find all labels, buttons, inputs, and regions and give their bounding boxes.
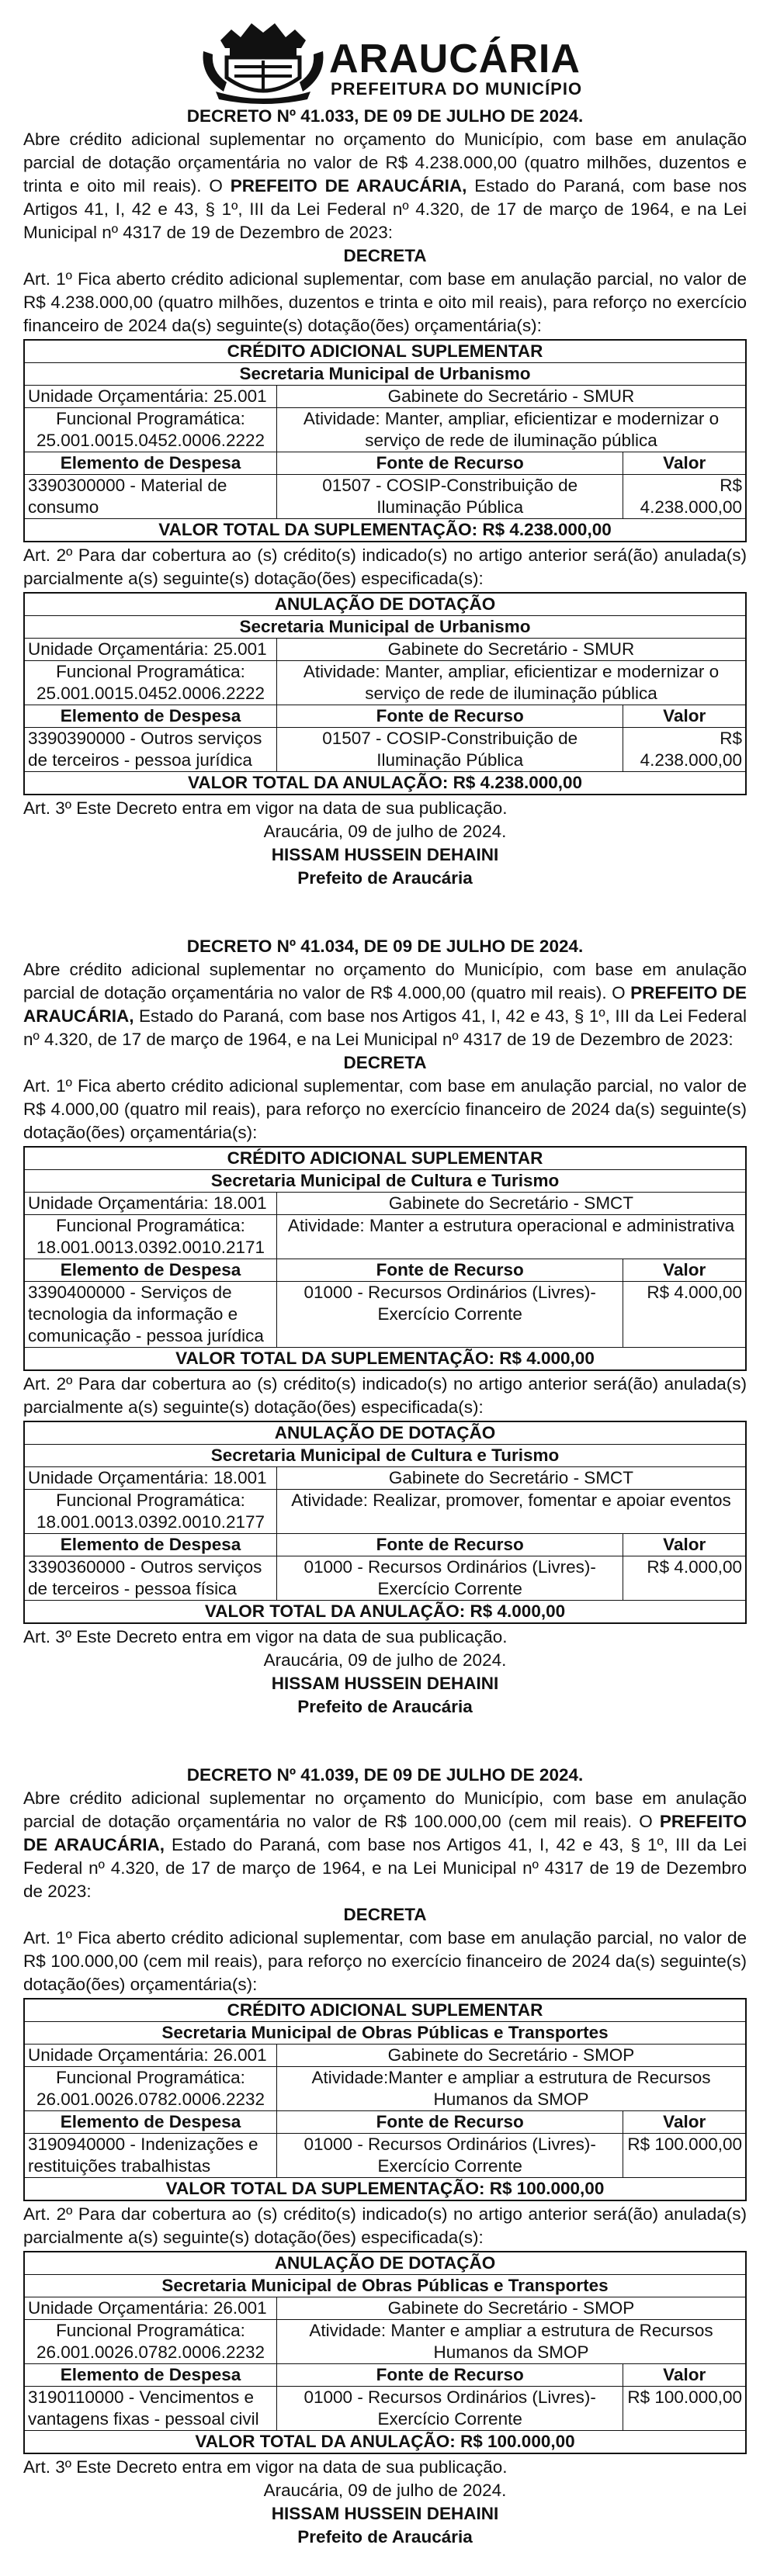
elemento: 3190110000 - Vencimentos e vantagens fixas - pessoal civil [24, 2387, 277, 2431]
secretaria: Secretaria Municipal de Cultura e Turismo [24, 1445, 746, 1467]
gabinete: Gabinete do Secretário - SMCT [277, 1467, 747, 1490]
article-2: Art. 2º Para dar cobertura ao (s) crédito(s) indicado(s) no artigo anterior será(ão) anulada(s) parcialmente a(s) seguinte(s) dotação(ões) especificada(s): [23, 1374, 747, 1417]
decree-intro: Abre crédito adicional suplementar no orçamento do Município, com base em anulação parcial de dotação orçamentária no valor de R$ 100.000,00 (cem mil reais). O PREFEITO DE ARAUCÁRIA, Estado do Paraná, com base nos Artigos 41, I, 42 e 43, § 1º, III da Lei Federal nº 4.320, de 17 de março de 1964, e na Lei Municipal nº 4317 de 19 de Dezembro de 2023: [23, 1788, 747, 1901]
article-1: Art. 1º Fica aberto crédito adicional suplementar, com base em anulação parcial, no valor de R$ 4.238.000,00 (quatro milhões, duzentos e trinta e oito mil reais), para reforço no exercício financeiro de 2024 da(s) seguinte(s) dotação(ões) orçamentária(s): [23, 269, 747, 335]
table-title: ANULAÇÃO DE DOTAÇÃO [24, 593, 746, 616]
gabinete: Gabinete do Secretário - SMUR [277, 386, 747, 408]
funcional: Funcional Programática: 25.001.0015.0452.0006.2222 [24, 661, 277, 705]
secretaria: Secretaria Municipal de Urbanismo [24, 363, 746, 386]
article-2: Art. 2º Para dar cobertura ao (s) crédito(s) indicado(s) no artigo anterior será(ão) anulada(s) parcialmente a(s) seguinte(s) dotação(ões) especificada(s): [23, 2204, 747, 2247]
valor: R$ 4.000,00 [623, 1282, 746, 1348]
gazette-page [23, 0, 747, 2549]
valor: R$ 4.000,00 [623, 1556, 746, 1601]
gabinete: Gabinete do Secretário - SMOP [277, 2297, 747, 2320]
header-valor: Valor [623, 1534, 746, 1556]
header-valor: Valor [623, 2111, 746, 2134]
place-date: Araucária, 09 de julho de 2024. [263, 822, 507, 841]
fonte: 01507 - COSIP-Constribuição de Iluminação Pública [277, 728, 623, 772]
signer-name: HISSAM HUSSEIN DEHAINI [271, 845, 499, 864]
header-valor: Valor [623, 452, 746, 475]
unidade: Unidade Orçamentária: 18.001 [24, 1467, 277, 1490]
article-2: Art. 2º Para dar cobertura ao (s) crédito(s) indicado(s) no artigo anterior será(ão) anulada(s) parcialmente a(s) seguinte(s) dotação(ões) especificada(s): [23, 545, 747, 588]
total: VALOR TOTAL DA ANULAÇÃO: R$ 4.238.000,00 [24, 772, 746, 795]
brand-subtitle: PREFEITURA DO MUNICÍPIO [331, 79, 583, 99]
elemento: 3390360000 - Outros serviços de terceiros - pessoa física [24, 1556, 277, 1601]
total: VALOR TOTAL DA ANULAÇÃO: R$ 4.000,00 [24, 1601, 746, 1624]
atividade: Atividade: Manter e ampliar a estrutura de Recursos Humanos da SMOP [277, 2320, 747, 2364]
header-valor: Valor [623, 1259, 746, 1282]
atividade: Atividade: Manter, ampliar, eficientizar e modernizar o serviço de rede de iluminação pública [277, 661, 747, 705]
total: VALOR TOTAL DA SUPLEMENTAÇÃO: R$ 100.000,00 [24, 2178, 746, 2201]
annulment-table [23, 592, 747, 795]
decreta-heading: DECRETA [343, 246, 427, 265]
header-fonte: Fonte de Recurso [277, 705, 623, 728]
funcional: Funcional Programática: 25.001.0015.0452.0006.2222 [24, 408, 277, 452]
decree [23, 1764, 747, 2549]
header-elemento: Elemento de Despesa [24, 1534, 277, 1556]
table-title: ANULAÇÃO DE DOTAÇÃO [24, 1421, 746, 1445]
header-elemento: Elemento de Despesa [24, 452, 277, 475]
elemento: 3390300000 - Material de consumo [24, 475, 277, 519]
decree-intro: Abre crédito adicional suplementar no orçamento do Município, com base em anulação parcial de dotação orçamentária no valor de R$ 4.000,00 (quatro mil reais). O PREFEITO DE ARAUCÁRIA, Estado do Paraná, com base nos Artigos 41, I, 42 e 43, § 1º, III da Lei Federal nº 4.320, de 17 de março de 1964, e na Lei Municipal nº 4317 de 19 de Dezembro de 2023: [23, 960, 747, 1049]
article-3: Art. 3º Este Decreto entra em vigor na data de sua publicação. [23, 1627, 508, 1646]
annulment-table [23, 1421, 747, 1624]
atividade: Atividade: Manter, ampliar, eficientizar e modernizar o serviço de rede de iluminação pública [277, 408, 747, 452]
article-1: Art. 1º Fica aberto crédito adicional suplementar, com base em anulação parcial, no valor de R$ 4.000,00 (quatro mil reais), para reforço no exercício financeiro de 2024 da(s) seguinte(s) dotação(ões) orçamentária(s): [23, 1076, 747, 1142]
decreta-heading: DECRETA [343, 1053, 427, 1072]
coat-of-arms-icon [200, 6, 326, 104]
unidade: Unidade Orçamentária: 26.001 [24, 2297, 277, 2320]
valor: R$ 4.238.000,00 [623, 728, 746, 772]
signer-name: HISSAM HUSSEIN DEHAINI [271, 1674, 499, 1693]
header-elemento: Elemento de Despesa [24, 705, 277, 728]
secretaria: Secretaria Municipal de Obras Públicas e Transportes [24, 2022, 746, 2045]
place-date: Araucária, 09 de julho de 2024. [263, 1650, 507, 1670]
article-1: Art. 1º Fica aberto crédito adicional suplementar, com base em anulação parcial, no valor de R$ 100.000,00 (cem mil reais), para reforço no exercício financeiro de 2024 da(s) seguinte(s) dotação(ões) orçamentária(s): [23, 1928, 747, 1994]
secretaria: Secretaria Municipal de Cultura e Turismo [24, 1170, 746, 1193]
header-fonte: Fonte de Recurso [277, 1259, 623, 1282]
signer-role: Prefeito de Araucária [297, 1697, 473, 1716]
table-title: CRÉDITO ADICIONAL SUPLEMENTAR [24, 1999, 746, 2022]
article-3: Art. 3º Este Decreto entra em vigor na data de sua publicação. [23, 2457, 508, 2477]
decree-title: DECRETO Nº 41.034, DE 09 DE JULHO DE 2024. [186, 937, 584, 956]
valor: R$ 100.000,00 [623, 2134, 746, 2178]
gabinete: Gabinete do Secretário - SMOP [277, 2045, 747, 2067]
article-3: Art. 3º Este Decreto entra em vigor na data de sua publicação. [23, 798, 508, 818]
total: VALOR TOTAL DA SUPLEMENTAÇÃO: R$ 4.000,00 [24, 1348, 746, 1371]
unidade: Unidade Orçamentária: 25.001 [24, 386, 277, 408]
table-title: CRÉDITO ADICIONAL SUPLEMENTAR [24, 1147, 746, 1170]
signer-name: HISSAM HUSSEIN DEHAINI [271, 2504, 499, 2523]
atividade: Atividade:Manter e ampliar a estrutura de Recursos Humanos da SMOP [277, 2067, 747, 2111]
header-elemento: Elemento de Despesa [24, 2111, 277, 2134]
header-elemento: Elemento de Despesa [24, 1259, 277, 1282]
total: VALOR TOTAL DA SUPLEMENTAÇÃO: R$ 4.238.000,00 [24, 519, 746, 542]
decreta-heading: DECRETA [343, 1905, 427, 1924]
atividade: Atividade: Manter a estrutura operacional e administrativa [277, 1215, 747, 1259]
elemento: 3190940000 - Indenizações e restituições trabalhistas [24, 2134, 277, 2178]
credit-table [23, 339, 747, 542]
table-title: ANULAÇÃO DE DOTAÇÃO [24, 2252, 746, 2275]
elemento: 3390400000 - Serviços de tecnologia da informação e comunicação - pessoa jurídica [24, 1282, 277, 1348]
header-fonte: Fonte de Recurso [277, 2364, 623, 2387]
credit-table [23, 1998, 747, 2201]
decree-title: DECRETO Nº 41.033, DE 09 DE JULHO DE 2024. [186, 106, 584, 126]
unidade: Unidade Orçamentária: 25.001 [24, 639, 277, 661]
atividade: Atividade: Realizar, promover, fomentar e apoiar eventos [277, 1490, 747, 1534]
gabinete: Gabinete do Secretário - SMCT [277, 1193, 747, 1215]
header-valor: Valor [623, 705, 746, 728]
annulment-table [23, 2251, 747, 2454]
decree-intro: Abre crédito adicional suplementar no orçamento do Município, com base em anulação parcial de dotação orçamentária no valor de R$ 4.238.000,00 (quatro milhões, duzentos e trinta e oito mil reais). O PREFEITO DE ARAUCÁRIA, Estado do Paraná, com base nos Artigos 41, I, 42 e 43, § 1º, III da Lei Federal nº 4.320, de 17 de março de 1964, e na Lei Municipal nº 4317 de 19 de Dezembro de 2023: [23, 130, 747, 242]
decree [23, 935, 747, 1719]
fonte: 01000 - Recursos Ordinários (Livres)- Exercício Corrente [277, 1556, 623, 1601]
valor: R$ 100.000,00 [623, 2387, 746, 2431]
valor: R$ 4.238.000,00 [623, 475, 746, 519]
fonte: 01000 - Recursos Ordinários (Livres)- Exercício Corrente [277, 2134, 623, 2178]
funcional: Funcional Programática: 18.001.0013.0392.0010.2171 [24, 1215, 277, 1259]
elemento: 3390390000 - Outros serviços de terceiros - pessoa jurídica [24, 728, 277, 772]
brand-block [329, 36, 583, 99]
secretaria: Secretaria Municipal de Obras Públicas e Transportes [24, 2275, 746, 2297]
unidade: Unidade Orçamentária: 18.001 [24, 1193, 277, 1215]
place-date: Araucária, 09 de julho de 2024. [263, 2481, 507, 2500]
funcional: Funcional Programática: 26.001.0026.0782.0006.2232 [24, 2067, 277, 2111]
decree [23, 105, 747, 890]
funcional: Funcional Programática: 26.001.0026.0782.0006.2232 [24, 2320, 277, 2364]
fonte: 01000 - Recursos Ordinários (Livres)- Exercício Corrente [277, 2387, 623, 2431]
gabinete: Gabinete do Secretário - SMUR [277, 639, 747, 661]
signer-role: Prefeito de Araucária [297, 2527, 473, 2547]
funcional: Funcional Programática: 18.001.0013.0392.0010.2177 [24, 1490, 277, 1534]
header-fonte: Fonte de Recurso [277, 1534, 623, 1556]
masthead [23, 0, 747, 105]
signer-role: Prefeito de Araucária [297, 868, 473, 888]
header-valor: Valor [623, 2364, 746, 2387]
brand-name: ARAUCÁRIA [329, 36, 581, 81]
credit-table [23, 1146, 747, 1371]
header-fonte: Fonte de Recurso [277, 2111, 623, 2134]
fonte: 01000 - Recursos Ordinários (Livres)- Exercício Corrente [277, 1282, 623, 1348]
header-fonte: Fonte de Recurso [277, 452, 623, 475]
secretaria: Secretaria Municipal de Urbanismo [24, 616, 746, 639]
total: VALOR TOTAL DA ANULAÇÃO: R$ 100.000,00 [24, 2431, 746, 2454]
header-elemento: Elemento de Despesa [24, 2364, 277, 2387]
unidade: Unidade Orçamentária: 26.001 [24, 2045, 277, 2067]
decree-title: DECRETO Nº 41.039, DE 09 DE JULHO DE 2024. [186, 1765, 584, 1785]
fonte: 01507 - COSIP-Constribuição de Iluminação Pública [277, 475, 623, 519]
table-title: CRÉDITO ADICIONAL SUPLEMENTAR [24, 340, 746, 363]
